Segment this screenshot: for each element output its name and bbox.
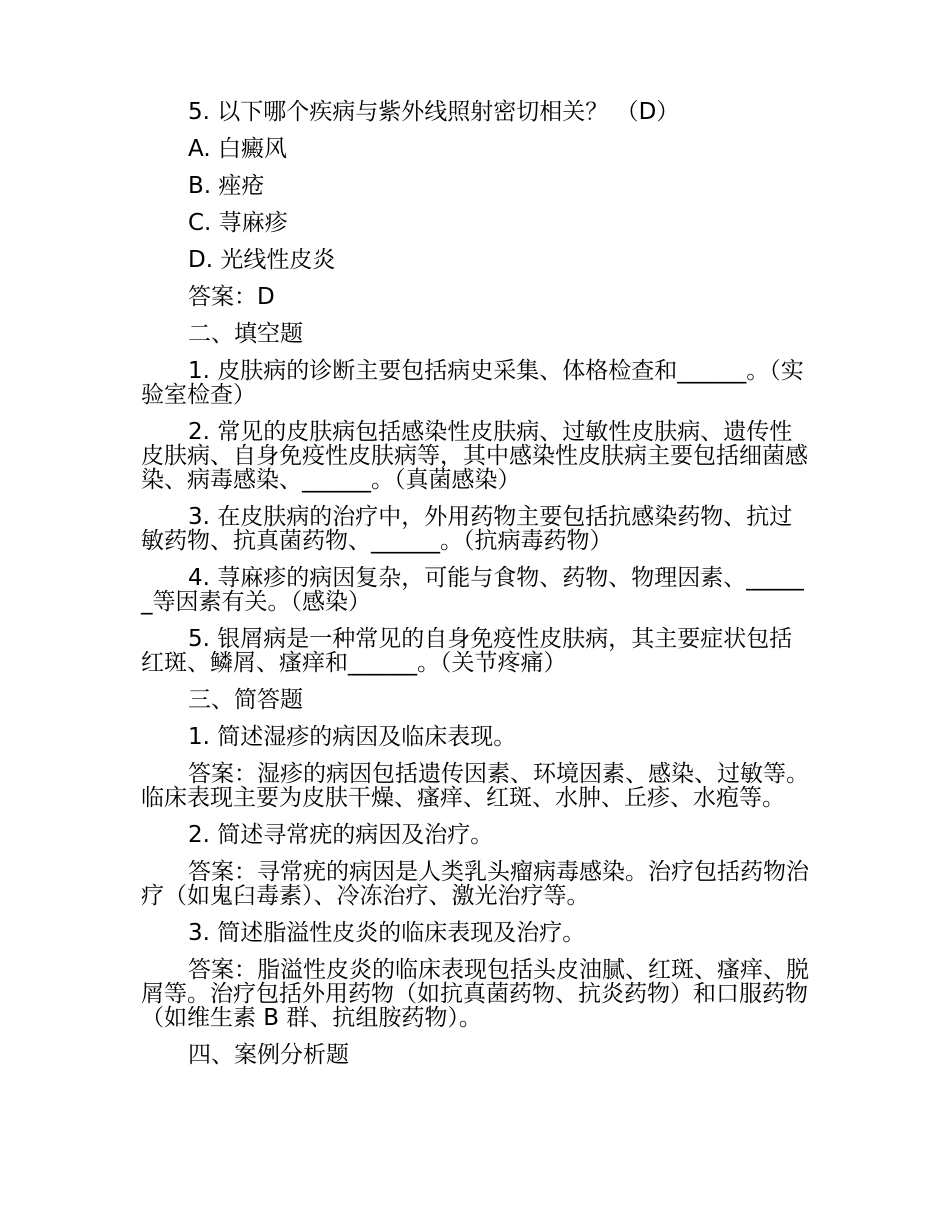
short-answer-1: 答案：湿疹的病因包括遗传因素、环境因素、感染、过敏等。临床表现主要为皮肤干燥、瘙痒、红斑、水肿、丘疹、水疱等。	[141, 761, 809, 811]
fill-item-1: 1. 皮肤病的诊断主要包括病史采集、体格检查和______。（实验室检查）	[141, 358, 804, 408]
option-a: A. 白癜风	[188, 136, 287, 162]
answer-5: 答案：D	[188, 284, 275, 310]
section-heading-short-answer: 三、简答题	[188, 687, 303, 713]
section-heading-fill: 二、填空题	[188, 321, 303, 347]
section-heading-case-analysis: 四、案例分析题	[188, 1042, 349, 1068]
fill-item-2: 2. 常见的皮肤病包括感染性皮肤病、过敏性皮肤病、遗传性皮肤病、自身免疫性皮肤病等，其中感染性皮肤病主要包括细菌感染、病毒感染、______。（真菌感染）	[141, 419, 808, 493]
short-answer-3: 答案：脂溢性皮炎的临床表现包括头皮油腻、红斑、瘙痒、脱屑等。治疗包括外用药物（如抗真菌药物、抗炎药物）和口服药物（如维生素 B 群、抗组胺药物）。	[141, 957, 809, 1031]
short-question-3: 3. 简述脂溢性皮炎的临床表现及治疗。	[188, 920, 586, 946]
option-c: C. 荨麻疹	[188, 210, 288, 236]
short-answer-2: 答案：寻常疣的病因是人类乳头瘤病毒感染。治疗包括药物治疗（如鬼臼毒素）、冷冻治疗、激光治疗等。	[141, 859, 809, 909]
fill-item-5: 5. 银屑病是一种常见的自身免疫性皮肤病，其主要症状包括红斑、鳞屑、瘙痒和______。（关节疼痛）	[141, 626, 793, 676]
fill-item-3: 3. 在皮肤病的治疗中，外用药物主要包括抗感染药物、抗过敏药物、抗真菌药物、______。（抗病毒药物）	[141, 504, 793, 554]
document-page	[141, 100, 813, 1080]
question-5: 5. 以下哪个疾病与紫外线照射密切相关？ （D）	[188, 99, 680, 125]
short-question-2: 2. 简述寻常疣的病因及治疗。	[188, 822, 494, 848]
short-question-1: 1. 简述湿疹的病因及临床表现。	[188, 724, 517, 750]
option-d: D. 光线性皮炎	[188, 247, 336, 273]
option-b: B. 痤疮	[188, 173, 265, 199]
fill-item-4: 4. 荨麻疹的病因复杂，可能与食物、药物、物理因素、______等因素有关。（感染）	[141, 565, 804, 615]
